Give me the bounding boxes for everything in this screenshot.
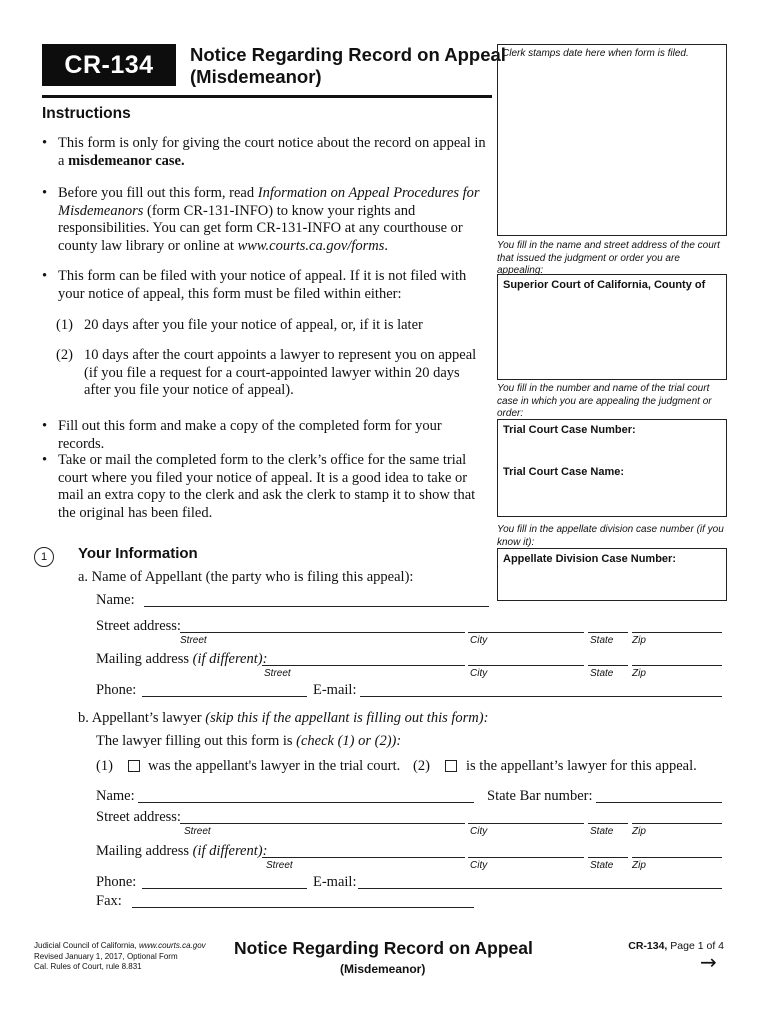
lawyer-heading bbox=[78, 710, 488, 727]
fax-field[interactable] bbox=[132, 907, 474, 908]
lawyer-street-field[interactable] bbox=[180, 823, 465, 824]
caption-city: City bbox=[470, 860, 488, 871]
instructions-heading: Instructions bbox=[42, 105, 131, 122]
footer-council-url[interactable]: www.courts.ca.gov bbox=[138, 941, 206, 950]
fax-label: Fax: bbox=[96, 893, 122, 909]
instruction-text: Before you fill out this form, read bbox=[58, 185, 255, 201]
mailing-state-field[interactable] bbox=[588, 665, 628, 666]
trial-case-number-label: Trial Court Case Number: bbox=[503, 424, 636, 436]
option-2-number: (2) bbox=[413, 758, 430, 774]
instruction-bold: misdemeanor case. bbox=[68, 152, 185, 169]
lawyer-mailing-state-field[interactable] bbox=[588, 857, 628, 858]
footer-council: Judicial Council of California, bbox=[34, 941, 137, 950]
lawyer-phone-label: Phone: bbox=[96, 874, 137, 890]
mailing-label-text: Mailing address bbox=[96, 651, 190, 667]
instruction-sub-2 bbox=[56, 347, 486, 400]
lawyer-state-field[interactable] bbox=[588, 823, 628, 824]
bullet-marker: • bbox=[42, 185, 48, 201]
lawyer-heading-text: b. Appellant’s lawyer bbox=[78, 710, 202, 726]
instruction-text: Fill out this form and make a copy of the completed form for your records. bbox=[58, 418, 442, 452]
mailing-address-label bbox=[96, 651, 267, 668]
lawyer-mailing-italic: (if different): bbox=[192, 843, 268, 859]
form-title bbox=[190, 44, 506, 88]
period: . bbox=[384, 237, 388, 254]
form-info-title: Information on Appeal Procedures for Misdemeanors bbox=[58, 185, 480, 219]
appellant-name-heading: a. Name of Appellant (the party who is filing this appeal): bbox=[78, 569, 414, 585]
instruction-bullet-1 bbox=[42, 135, 486, 170]
lawyer-street-label: Street address: bbox=[96, 809, 181, 825]
instruction-text: This form is only for giving the court notice about the record on appeal in a bbox=[58, 135, 486, 169]
clerk-stamp-note: Clerk stamps date here when form is filed. bbox=[502, 48, 689, 59]
superior-court-label: Superior Court of California, County of bbox=[503, 279, 706, 291]
footer-title: Notice Regarding Record on Appeal bbox=[234, 938, 533, 958]
lawyer-email-field[interactable] bbox=[358, 888, 722, 889]
caption-street: Street bbox=[264, 668, 291, 679]
next-page-arrow-icon[interactable]: → bbox=[700, 950, 717, 974]
lawyer-mailing-label bbox=[96, 843, 267, 860]
instruction-text: (form CR-131-INFO) to know your rights and responsibilities. You can get form CR-131-INFO at any courthouse or county law library or online at bbox=[58, 202, 463, 254]
mailing-street-field[interactable] bbox=[262, 665, 465, 666]
email-field[interactable] bbox=[360, 696, 722, 697]
superior-court-box[interactable] bbox=[497, 274, 727, 380]
instruction-bullet-4 bbox=[42, 418, 486, 453]
appellate-note: You fill in the appellate division case number (if you know it): bbox=[497, 524, 724, 548]
lawyer-mailing-city-field[interactable] bbox=[468, 857, 584, 858]
phone-field[interactable] bbox=[142, 696, 307, 697]
mailing-zip-field[interactable] bbox=[632, 665, 722, 666]
caption-street: Street bbox=[180, 635, 207, 646]
mailing-label-italic: (if different): bbox=[192, 651, 268, 667]
instruction-text: Take or mail the completed form to the clerk’s office for the same trial court where you filed your notice of appeal. It is a good idea to take or mail an extra copy to the clerk and ask the clerk to stamp it to show that the original has been filed. bbox=[58, 452, 476, 521]
lawyer-zip-field[interactable] bbox=[632, 823, 722, 824]
lawyer-phone-field[interactable] bbox=[142, 888, 307, 889]
caption-zip: Zip bbox=[632, 826, 646, 837]
check-intro-italic: (check (1) or (2)): bbox=[296, 733, 402, 749]
sub-text: 20 days after you file your notice of appeal, or, if it is later bbox=[84, 317, 423, 333]
section-title: Your Information bbox=[78, 545, 198, 562]
caption-city: City bbox=[470, 826, 488, 837]
name-label: Name: bbox=[96, 592, 135, 608]
state-bar-field[interactable] bbox=[596, 802, 722, 803]
appellate-case-number-label: Appellate Division Case Number: bbox=[503, 553, 676, 565]
caption-state: State bbox=[590, 635, 614, 646]
caption-state: State bbox=[590, 860, 614, 871]
sub-text: 10 days after the court appoints a lawyer to represent you on appeal (if you file a request for a court-appointed lawyer within 20 days after you file your notice of appeal). bbox=[84, 347, 477, 398]
option-1-checkbox[interactable] bbox=[128, 760, 140, 772]
court-note: You fill in the name and street address of the court that issued the judgment or order you are appealing: bbox=[497, 240, 720, 276]
clerk-stamp-box bbox=[497, 44, 727, 236]
instruction-bullet-5 bbox=[42, 452, 486, 522]
form-number-badge: CR-134 bbox=[42, 44, 176, 86]
header-divider bbox=[42, 95, 492, 98]
caption-city: City bbox=[470, 635, 488, 646]
lawyer-mailing-street-field[interactable] bbox=[262, 857, 465, 858]
sub-number: (1) bbox=[56, 317, 73, 333]
instruction-bullet-2 bbox=[42, 185, 486, 255]
trial-case-name-label: Trial Court Case Name: bbox=[503, 466, 625, 478]
lawyer-name-field[interactable] bbox=[138, 802, 474, 803]
section-number-circle: 1 bbox=[34, 547, 54, 567]
instruction-bullet-3 bbox=[42, 268, 486, 303]
footer-revised: Revised January 1, 2017, Optional Form bbox=[34, 951, 178, 961]
caption-zip: Zip bbox=[632, 668, 646, 679]
mailing-city-field[interactable] bbox=[468, 665, 584, 666]
footer-page-number: Page 1 of 4 bbox=[670, 940, 724, 952]
caption-state: State bbox=[590, 668, 614, 679]
bullet-marker: • bbox=[42, 268, 48, 284]
footer-info bbox=[34, 941, 234, 973]
footer-rules: Cal. Rules of Court, rule 8.831 bbox=[34, 962, 142, 971]
trial-note: You fill in the number and name of the trial court case in which you are appealing the judgment or order: bbox=[497, 383, 712, 419]
check-intro-text: The lawyer filling out this form is bbox=[96, 733, 293, 749]
caption-street: Street bbox=[184, 826, 211, 837]
lawyer-name-label: Name: bbox=[96, 788, 135, 804]
bullet-marker: • bbox=[42, 452, 48, 468]
phone-label: Phone: bbox=[96, 682, 137, 698]
lawyer-check-intro bbox=[96, 733, 401, 750]
state-field[interactable] bbox=[588, 632, 628, 633]
caption-street: Street bbox=[266, 860, 293, 871]
lawyer-mailing-zip-field[interactable] bbox=[632, 857, 722, 858]
appellant-name-field[interactable] bbox=[144, 606, 489, 607]
email-label: E-mail: bbox=[313, 682, 357, 698]
caption-zip: Zip bbox=[632, 860, 646, 871]
appellate-case-box[interactable] bbox=[497, 548, 727, 601]
courts-forms-link[interactable]: www.courts.ca.gov/forms bbox=[237, 237, 385, 254]
instruction-text: This form can be filed with your notice of appeal. If it is not filed with your notice of appeal, this form must be filed within either: bbox=[58, 268, 467, 302]
option-1-label: was the appellant's lawyer in the trial court. bbox=[148, 758, 401, 774]
option-1-number: (1) bbox=[96, 758, 113, 774]
lawyer-heading-italic: (skip this if the appellant is filling out this form): bbox=[205, 710, 489, 726]
footer-form-ref: CR-134, bbox=[628, 940, 668, 952]
footer-subtitle: (Misdemeanor) bbox=[340, 962, 426, 976]
lawyer-city-field[interactable] bbox=[468, 823, 584, 824]
sub-number: (2) bbox=[56, 347, 73, 363]
option-2-label: is the appellant’s lawyer for this appeal. bbox=[466, 758, 697, 774]
instruction-sub-1 bbox=[56, 317, 486, 335]
lawyer-mailing-text: Mailing address bbox=[96, 843, 190, 859]
lawyer-email-label: E-mail: bbox=[313, 874, 357, 890]
caption-city: City bbox=[470, 668, 488, 679]
city-field[interactable] bbox=[468, 632, 584, 633]
state-bar-label: State Bar number: bbox=[487, 788, 593, 804]
street-field[interactable] bbox=[180, 632, 465, 633]
caption-state: State bbox=[590, 826, 614, 837]
bullet-marker: • bbox=[42, 418, 48, 434]
form-title-line1: Notice Regarding Record on Appeal bbox=[190, 44, 506, 65]
bullet-marker: • bbox=[42, 135, 48, 151]
form-title-line2: (Misdemeanor) bbox=[190, 66, 322, 87]
option-2-checkbox[interactable] bbox=[445, 760, 457, 772]
street-address-label: Street address: bbox=[96, 618, 181, 634]
zip-field[interactable] bbox=[632, 632, 722, 633]
trial-case-box[interactable] bbox=[497, 419, 727, 517]
caption-zip: Zip bbox=[632, 635, 646, 646]
